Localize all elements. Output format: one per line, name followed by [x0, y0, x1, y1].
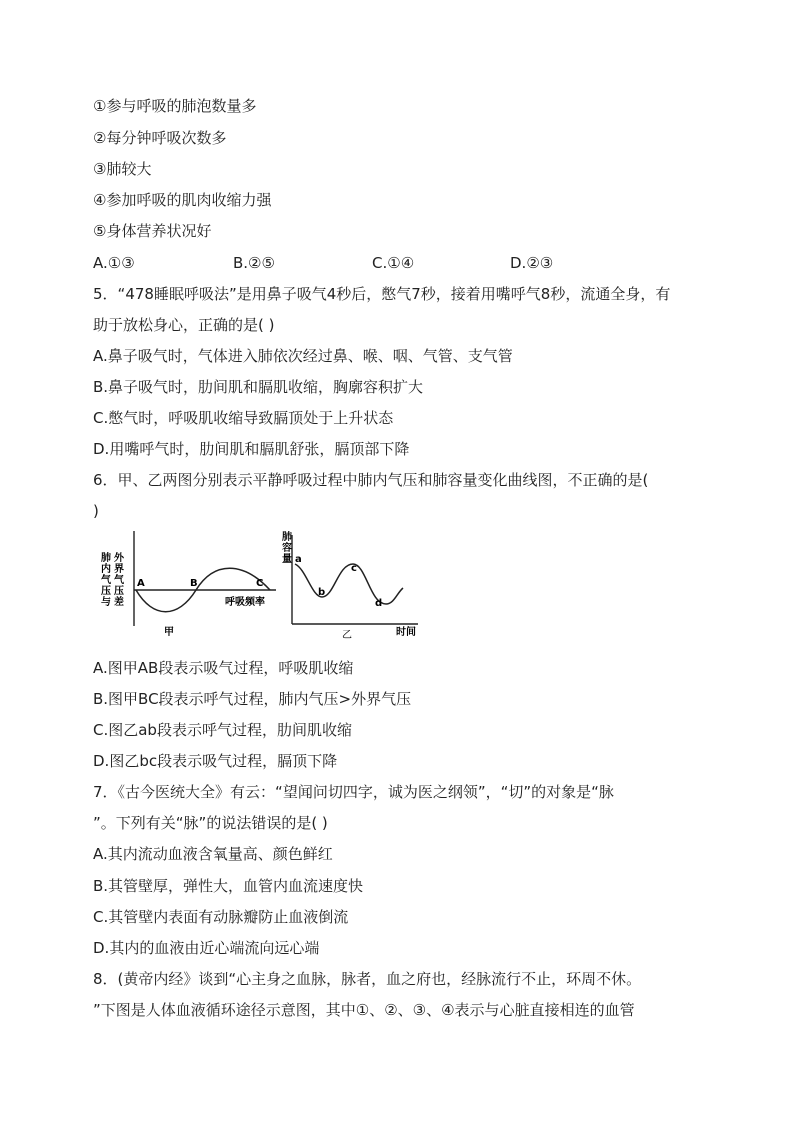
yi-point-b: b	[318, 587, 326, 598]
q6-option-a: A.图甲AB段表示吸气过程，呼吸肌收缩	[93, 659, 354, 677]
q5-option-d: D.用嘴呼气时，肋间肌和膈肌舒张，膈顶部下降	[93, 440, 410, 458]
q4-item-3: ③肺较大	[93, 160, 152, 178]
q7-stem-line-2: ”。下列有关“脉”的说法错误的是( )	[93, 814, 328, 832]
q6-option-d: D.图乙bc段表示吸气过程，膈顶下降	[93, 752, 338, 770]
q5-stem-line-2: 助于放松身心，正确的是( )	[93, 316, 275, 334]
q4-item-5: ⑤身体营养状况好	[93, 222, 212, 240]
jia-xlabel: 呼吸频率	[225, 597, 265, 608]
q8-stem-line-1: 8．(黄帝内经》谈到“心主身之血脉，脉者，血之府也，经脉流行不止，环周不休。	[93, 970, 642, 988]
jia-point-c: C	[256, 578, 264, 589]
q6-option-c: C.图乙ab段表示呼气过程，肋间肌收缩	[93, 721, 352, 739]
yi-curve	[295, 564, 403, 604]
q7-option-d: D.其内的血液由近心端流向远心端	[93, 939, 320, 957]
q5-option-a: A.鼻子吸气时，气体进入肺依次经过鼻、喉、咽、气管、支气管	[93, 347, 513, 365]
figure-yi	[282, 530, 418, 641]
yi-point-a: a	[295, 554, 302, 565]
q7-option-a: A.其内流动血液含氧量高、颜色鲜红	[93, 845, 333, 863]
q6-option-b: B.图甲BC段表示呼气过程，肺内气压>外界气压	[93, 690, 412, 708]
q5-option-b: B.鼻子吸气时，肋间肌和膈肌收缩，胸廓容积扩大	[93, 378, 424, 396]
jia-ylabel-2: 外界气压差	[114, 553, 124, 608]
q5-stem-line-1: 5．“478睡眠呼吸法”是用鼻子吸气4秒后，憋气7秒，接着用嘴呼气8秒，流通全身，有	[93, 285, 671, 303]
yi-ylabel: 肺容量	[282, 532, 292, 565]
yi-caption: 乙	[342, 630, 352, 641]
q4-option-d: D.②③	[510, 254, 554, 272]
q7-stem-line-1: 7．《古今医统大全》有云：“望闻问切四字，诚为医之纲领”，“切”的对象是“脉	[93, 783, 614, 801]
figure-jia	[101, 531, 276, 638]
q4-item-2: ②每分钟呼吸次数多	[93, 129, 227, 147]
q6-stem-line-2: )	[93, 502, 99, 520]
q6-figure	[98, 527, 428, 646]
q7-option-b: B.其管壁厚，弹性大，血管内血流速度快	[93, 877, 364, 895]
yi-point-c: c	[351, 563, 357, 574]
q8-stem-line-2: ”下图是人体血液循环途径示意图，其中①、②、③、④表示与心脏直接相连的血管	[93, 1001, 635, 1019]
q4-option-c: C.①④	[372, 254, 415, 272]
jia-point-b: B	[190, 578, 198, 589]
q4-item-4: ④参加呼吸的肌肉收缩力强	[93, 191, 272, 209]
q5-option-c: C.憋气时，呼吸肌收缩导致膈顶处于上升状态	[93, 409, 394, 427]
jia-point-a: A	[137, 578, 145, 589]
q4-option-b: B.②⑤	[233, 254, 275, 272]
q6-stem-line-1: 6．甲、乙两图分别表示平静呼吸过程中肺内气压和肺容量变化曲线图，不正确的是(	[93, 471, 649, 489]
q4-option-a: A.①③	[93, 254, 135, 272]
jia-caption: 甲	[164, 627, 174, 638]
yi-point-d: d	[375, 598, 383, 609]
q7-option-c: C.其管壁内表面有动脉瓣防止血液倒流	[93, 908, 349, 926]
jia-ylabel-1: 肺内气压与	[101, 553, 111, 608]
yi-xlabel: 时间	[396, 627, 416, 638]
q4-item-1: ①参与呼吸的肺泡数量多	[93, 97, 257, 115]
